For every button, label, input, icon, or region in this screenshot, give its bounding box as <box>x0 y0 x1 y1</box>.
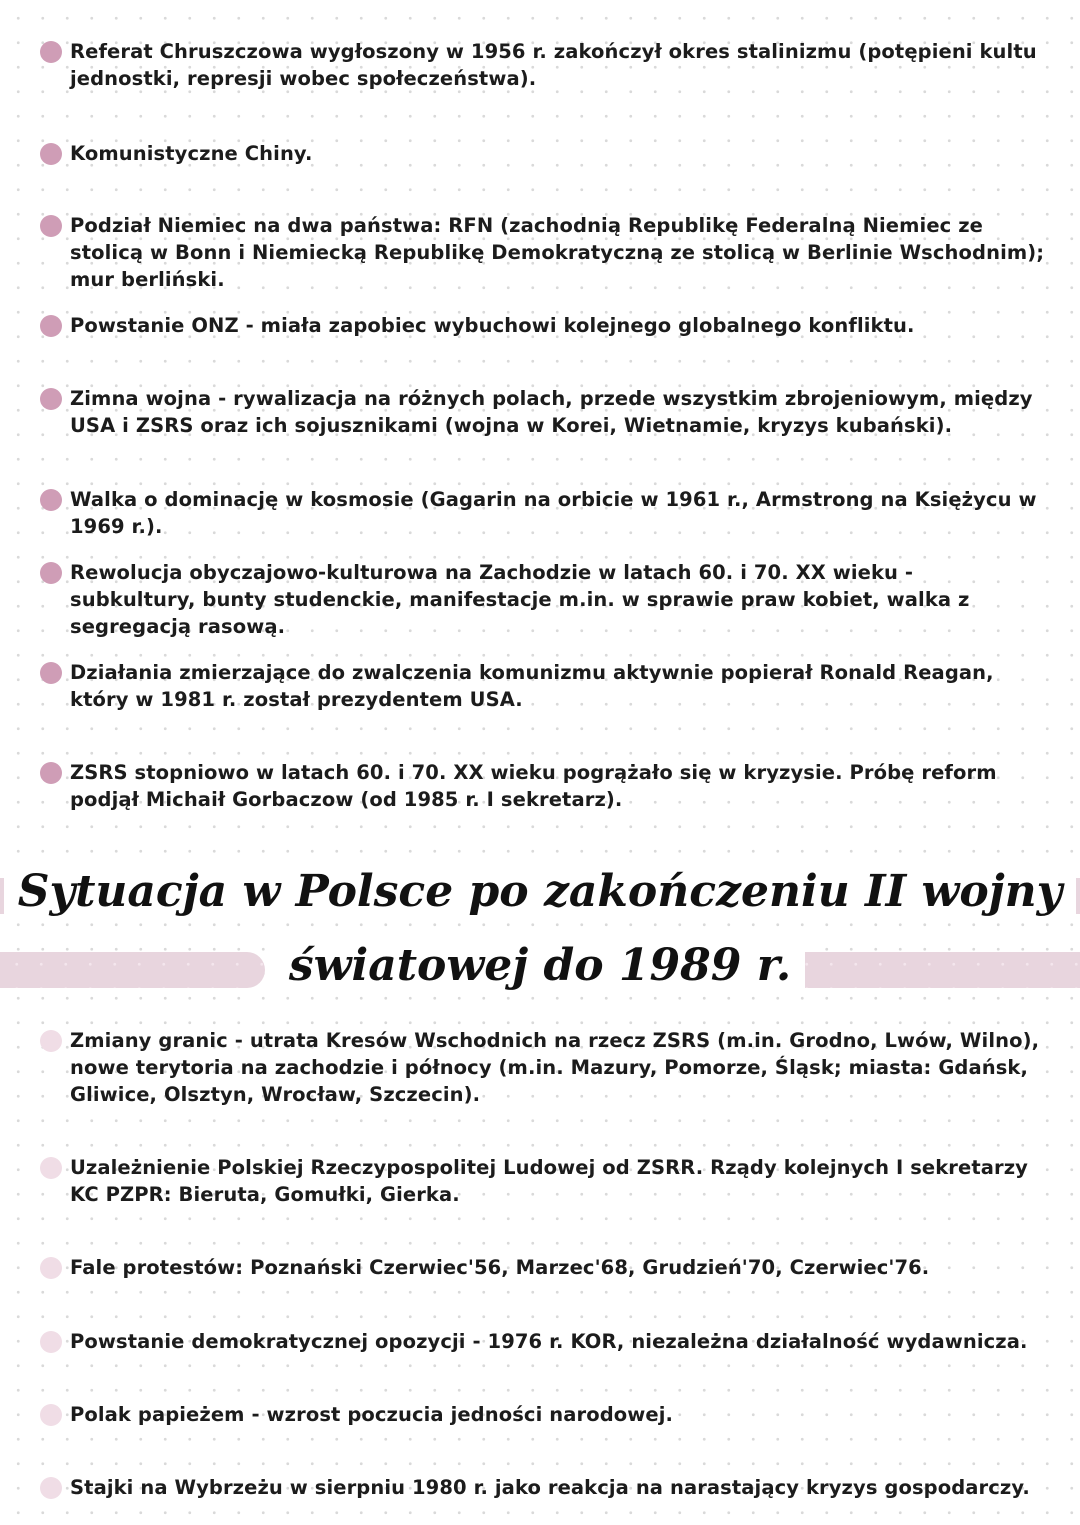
list-item <box>40 38 1050 92</box>
list-item <box>40 1328 1050 1355</box>
list-item <box>40 212 1050 293</box>
list-item <box>40 312 1050 339</box>
bullet-dot-icon <box>40 1157 62 1179</box>
list-item <box>40 559 1050 640</box>
list-item-text: Powstanie ONZ - miała zapobiec wybuchowi kolejnego globalnego konfliktu. <box>70 314 915 337</box>
bullet-dot-icon <box>40 489 62 511</box>
list-item-text: Stajki na Wybrzeżu w sierpniu 1980 r. jako reakcja na narastający kryzys gospodarczy. <box>70 1476 1030 1499</box>
list-item <box>40 1154 1050 1208</box>
bullet-dot-icon <box>40 215 62 237</box>
bullet-dot-icon <box>40 1477 62 1499</box>
list-item <box>40 1254 1050 1281</box>
bullet-dot-icon <box>40 41 62 63</box>
bullet-dot-icon <box>40 562 62 584</box>
list-item <box>40 1027 1050 1108</box>
page-title: Sytuacja w Polsce po zakończeniu II wojny <box>4 866 1076 917</box>
list-item-text: Komunistyczne Chiny. <box>70 142 313 165</box>
bullet-dot-icon <box>40 1404 62 1426</box>
list-item <box>40 659 1050 713</box>
list-item-text: Polak papieżem - wzrost poczucia jedności narodowej. <box>70 1403 673 1426</box>
list-item-text: Zmiany granic - utrata Kresów Wschodnich na rzecz ZSRS (m.in. Grodno, Lwów, Wilno), nowe terytoria na zachodzie i północy (m.in. Mazury, Pomorze, Śląsk; miasta: Gdańsk, Gliwice, Olsztyn, Wrocław, Szczecin). <box>70 1029 1040 1106</box>
list-item-text: Uzależnienie Polskiej Rzeczypospolitej Ludowej od ZSRR. Rządy kolejnych I sekretarzy KC PZPR: Bieruta, Gomułki, Gierka. <box>70 1156 1028 1206</box>
list-item <box>40 759 1050 813</box>
bullet-dot-icon <box>40 143 62 165</box>
list-item <box>40 140 1050 167</box>
bullet-dot-icon <box>40 1331 62 1353</box>
list-item-text: Działania zmierzające do zwalczenia komunizmu aktywnie popierał Ronald Reagan, który w 1981 r. został prezydentem USA. <box>70 661 994 711</box>
list-item <box>40 486 1050 540</box>
list-item-text: Zimna wojna - rywalizacja na różnych polach, przede wszystkim zbrojeniowym, między USA i ZSRS oraz ich sojusznikami (wojna w Korei, Wietnamie, kryzys kubański). <box>70 387 1033 437</box>
bullet-dot-icon <box>40 762 62 784</box>
list-item-text: Podział Niemiec na dwa państwa: RFN (zachodnią Republikę Federalną Niemiec ze stolicą w Bonn i Niemiecką Republikę Demokratyczną ze stolicą w Berlinie Wschodnim); mur berliński. <box>70 214 1045 291</box>
bullet-dot-icon <box>40 315 62 337</box>
list-item-text: Rewolucja obyczajowo-kulturowa na Zachodzie w latach 60. i 70. XX wieku - subkultury, bunty studenckie, manifestacje m.in. w sprawie praw kobiet, walka z segregacją rasową. <box>70 561 970 638</box>
bullet-dot-icon <box>40 1030 62 1052</box>
list-item-text: Fale protestów: Poznański Czerwiec'56, Marzec'68, Grudzień'70, Czerwiec'76. <box>70 1256 930 1279</box>
list-item-text: Referat Chruszczowa wygłoszony w 1956 r. zakończył okres stalinizmu (potępieni kultu jednostki, represji wobec społeczeństwa). <box>70 40 1037 90</box>
bullet-dot-icon <box>40 1257 62 1279</box>
list-item <box>40 1474 1050 1501</box>
list-item-text: Walka o dominację w kosmosie (Gagarin na orbicie w 1961 r., Armstrong na Księżycu w 1969 r.). <box>70 488 1037 538</box>
bullet-dot-icon <box>40 388 62 410</box>
list-item-text: ZSRS stopniowo w latach 60. i 70. XX wieku pogrążało się w kryzysie. Próbę reform podjął Michaił Gorbaczow (od 1985 r. I sekretarz). <box>70 761 997 811</box>
list-item-text: Powstanie demokratycznej opozycji - 1976 r. KOR, niezależna działalność wydawnicza. <box>70 1330 1028 1353</box>
bullet-dot-icon <box>40 662 62 684</box>
page-title-line2: światowej do 1989 r. <box>275 940 805 991</box>
section-heading <box>0 860 1080 1000</box>
list-item <box>40 385 1050 439</box>
list-item <box>40 1401 1050 1428</box>
